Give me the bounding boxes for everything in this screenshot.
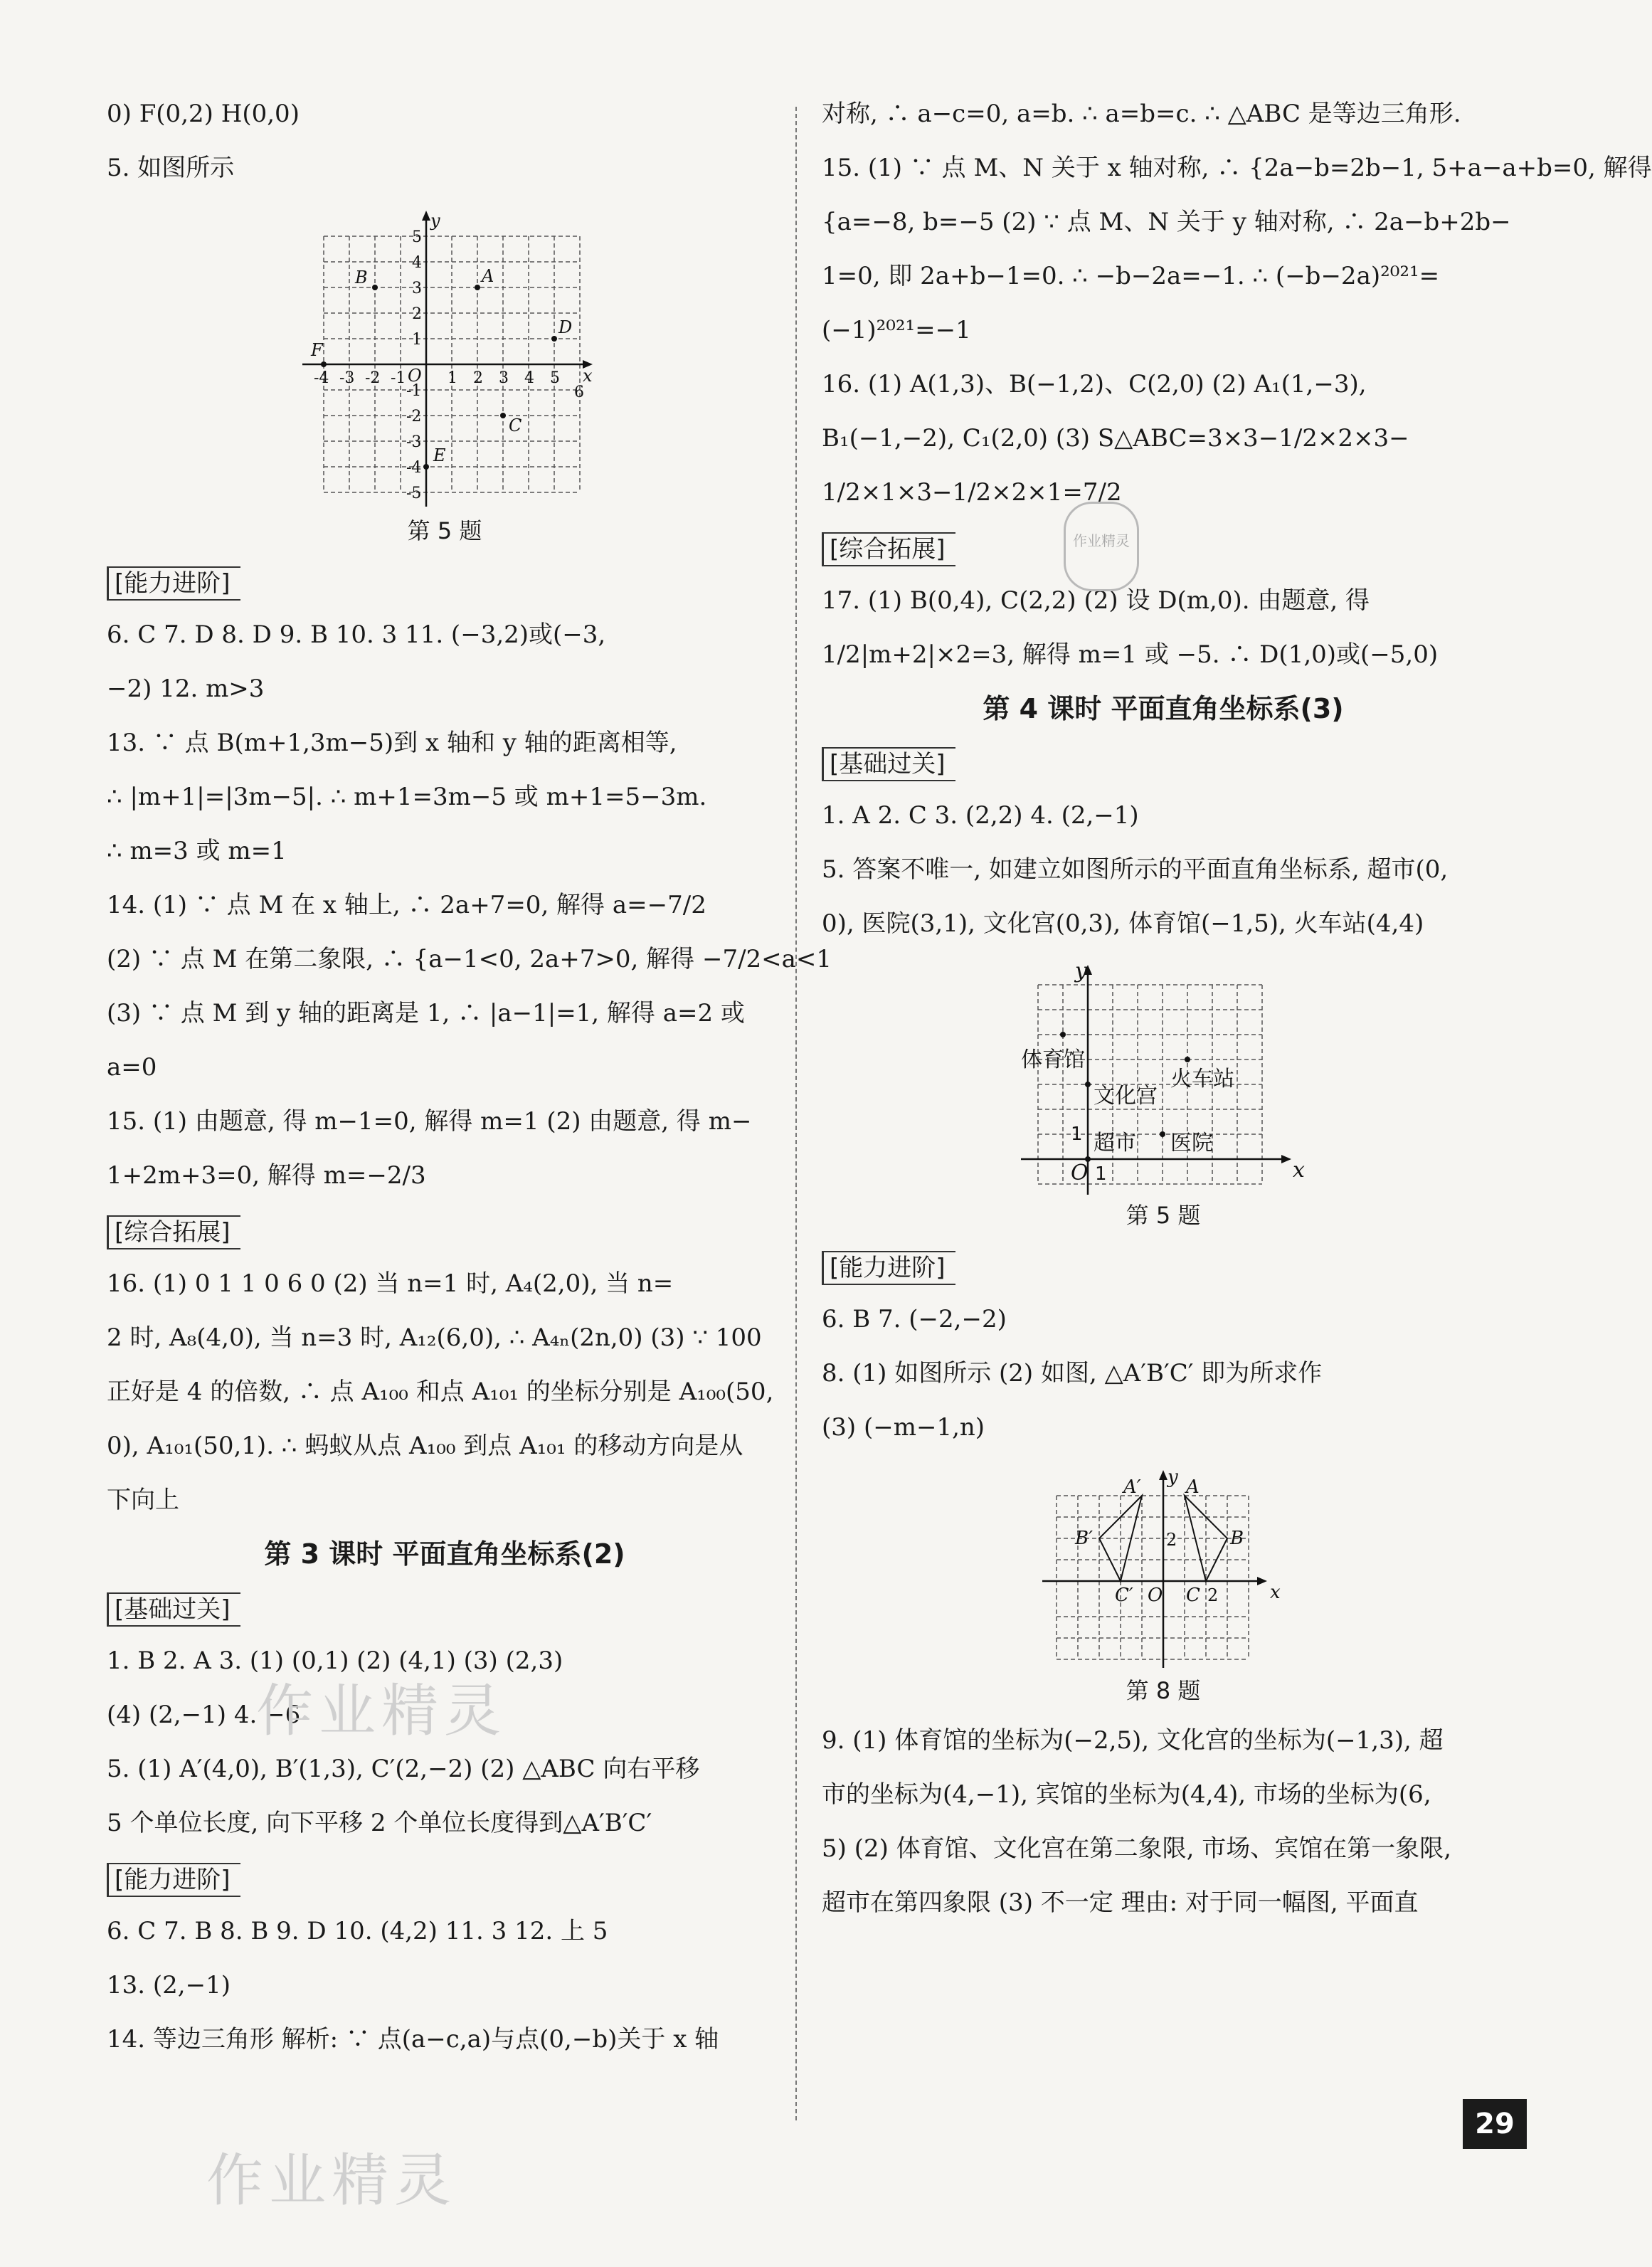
x-tick: 2 bbox=[473, 369, 483, 387]
answer-line: {a=−8, b=−5 (2) ∵ 点 M、N 关于 y 轴对称, ∴ 2a−b+2b− bbox=[822, 208, 1511, 236]
origin-label: O bbox=[408, 366, 422, 386]
origin-label: O bbox=[1148, 1585, 1163, 1606]
answer-line: 15. (1) 由题意, 得 m−1=0, 解得 m=1 (2) 由题意, 得 m− bbox=[107, 1107, 752, 1136]
answer-line: 正好是 4 的倍数, ∴ 点 A₁₀₀ 和点 A₁₀₁ 的坐标分别是 A₁₀₀(50, bbox=[107, 1378, 774, 1406]
answer-line: a=0 bbox=[107, 1053, 157, 1082]
point-c-label: C bbox=[1186, 1585, 1200, 1606]
figure-caption: 第 5 题 bbox=[407, 517, 482, 544]
lesson-title: 第 4 课时 平面直角坐标系(3) bbox=[983, 693, 1344, 724]
y-axis-label: y bbox=[430, 211, 440, 231]
answer-line: 1. B 2. A 3. (1) (0,1) (2) (4,1) (3) (2,3) bbox=[107, 1647, 563, 1675]
label-huochezhan: 火车站 bbox=[1170, 1067, 1234, 1092]
point-b-label: B bbox=[355, 268, 368, 287]
answer-line: 16. (1) 0 1 1 0 6 0 (2) 当 n=1 时, A₄(2,0), 当 n= bbox=[107, 1269, 674, 1298]
answer-line: 0) F(0,2) H(0,0) bbox=[107, 100, 300, 128]
answer-line: 1. A 2. C 3. (2,2) 4. (2,−1) bbox=[822, 801, 1139, 830]
answer-line: 9. (1) 体育馆的坐标为(−2,5), 文化宫的坐标为(−1,3), 超 bbox=[822, 1726, 1444, 1755]
y-tick: 1 bbox=[1071, 1124, 1083, 1145]
lesson-title: 第 3 课时 平面直角坐标系(2) bbox=[264, 1538, 625, 1570]
answer-line: 13. (2,−1) bbox=[107, 1971, 231, 1999]
figure-caption: 第 8 题 bbox=[1126, 1677, 1201, 1704]
answer-line: 1/2×1×3−1/2×2×1=7/2 bbox=[822, 478, 1122, 507]
label-tiyuguan: 体育馆 bbox=[1021, 1047, 1085, 1072]
y-tick: -2 bbox=[406, 408, 422, 426]
label-yiyuan: 医院 bbox=[1170, 1131, 1213, 1156]
point-d-label: D bbox=[558, 317, 573, 337]
answer-line: 5 个单位长度, 向下平移 2 个单位长度得到△A′B′C′ bbox=[107, 1809, 652, 1837]
answer-line: 1+2m+3=0, 解得 m=−2/3 bbox=[107, 1161, 426, 1190]
answer-line: 对称, ∴ a−c=0, a=b. ∴ a=b=c. ∴ △ABC 是等边三角形. bbox=[822, 100, 1461, 128]
answer-line: 16. (1) A(1,3)、B(−1,2)、C(2,0) (2) A₁(1,−3), bbox=[822, 370, 1367, 398]
answer-line: 14. 等边三角形 解析: ∵ 点(a−c,a)与点(0,−b)关于 x 轴 bbox=[107, 2025, 719, 2054]
point-f-label: F bbox=[311, 340, 323, 360]
stamp-text: 作业精灵 bbox=[1073, 532, 1130, 549]
figure-caption: 第 5 题 bbox=[1126, 1202, 1201, 1229]
right-column bbox=[822, 100, 1652, 1943]
x-axis-label: x bbox=[1270, 1582, 1281, 1603]
answer-line: 5. 答案不唯一, 如建立如图所示的平面直角坐标系, 超市(0, bbox=[822, 855, 1449, 884]
y-tick: 5 bbox=[412, 228, 422, 246]
y-tick: -1 bbox=[406, 382, 422, 400]
y-tick: -4 bbox=[406, 459, 422, 477]
answer-line: 6. B 7. (−2,−2) bbox=[822, 1305, 1007, 1333]
y-tick: 2 bbox=[1166, 1530, 1177, 1550]
answer-line: 1/2|m+2|×2=3, 解得 m=1 或 −5. ∴ D(1,0)或(−5,0) bbox=[822, 640, 1439, 669]
point-a1-label: A′ bbox=[1123, 1476, 1141, 1498]
answer-line: (3) (−m−1,n) bbox=[822, 1413, 985, 1442]
answer-line: 8. (1) 如图所示 (2) 如图, △A′B′C′ 即为所求作 bbox=[822, 1359, 1323, 1388]
y-tick: -5 bbox=[406, 485, 422, 502]
answer-line: 2 时, A₈(4,0), 当 n=3 时, A₁₂(6,0), ∴ A₄ₙ(2n,0) (3) ∵ 100 bbox=[107, 1323, 762, 1352]
answer-line: 0), A₁₀₁(50,1). ∴ 蚂蚁从点 A₁₀₀ 到点 A₁₀₁ 的移动方向是从 bbox=[107, 1432, 743, 1460]
point-c-label: C bbox=[509, 416, 522, 435]
y-tick: 1 bbox=[412, 331, 422, 349]
x-tick: 6 bbox=[574, 384, 584, 401]
point-b1-label: B′ bbox=[1075, 1528, 1094, 1549]
figure-5-coordinate-grid bbox=[295, 208, 594, 514]
x-tick: 1 bbox=[1095, 1163, 1107, 1185]
answer-line: 5. (1) A′(4,0), B′(1,3), C′(2,−2) (2) △ABC 向右平移 bbox=[107, 1755, 700, 1783]
point-c1-label: C′ bbox=[1115, 1585, 1133, 1606]
answer-line: 17. (1) B(0,4), C(2,2) (2) 设 D(m,0). 由题意, 得 bbox=[822, 586, 1370, 615]
section-header: [基础过关] bbox=[107, 1592, 240, 1627]
x-axis-label: x bbox=[583, 366, 593, 386]
answer-line: 0), 医院(3,1), 文化宫(0,3), 体育馆(−1,5), 火车站(4,4) bbox=[822, 909, 1424, 938]
answer-line: 5. 如图所示 bbox=[107, 154, 235, 182]
section-header: [基础过关] bbox=[822, 747, 955, 781]
answer-line: 市的坐标为(4,−1), 宾馆的坐标为(4,4), 市场的坐标为(6, bbox=[822, 1780, 1431, 1809]
section-header: [综合拓展] bbox=[107, 1215, 240, 1249]
figure-8-reflection-grid bbox=[1035, 1467, 1291, 1674]
x-tick: 3 bbox=[499, 369, 509, 387]
answer-line: −2) 12. m>3 bbox=[107, 675, 265, 703]
label-wenhuagong: 文化宫 bbox=[1094, 1084, 1158, 1109]
answer-line: 1=0, 即 2a+b−1=0. ∴ −b−2a=−1. ∴ (−b−2a)²⁰²¹= bbox=[822, 262, 1440, 290]
answer-line: (−1)²⁰²¹=−1 bbox=[822, 316, 971, 344]
y-tick: 3 bbox=[412, 280, 422, 297]
page-number: 29 bbox=[1463, 2099, 1527, 2149]
origin-label: O bbox=[1071, 1161, 1089, 1185]
x-axis-label: x bbox=[1293, 1158, 1305, 1183]
answer-line: B₁(−1,−2), C₁(2,0) (3) S△ABC=3×3−1/2×2×3− bbox=[822, 424, 1409, 453]
column-divider bbox=[795, 107, 797, 2120]
answer-line: 13. ∵ 点 B(m+1,3m−5)到 x 轴和 y 轴的距离相等, bbox=[107, 729, 677, 757]
left-column bbox=[107, 100, 832, 2079]
answer-line: ∴ |m+1|=|3m−5|. ∴ m+1=3m−5 或 m+1=5−3m. bbox=[107, 783, 707, 811]
answer-line: (2) ∵ 点 M 在第二象限, ∴ {a−1<0, 2a+7>0, 解得 −7/2<a<1 bbox=[107, 945, 832, 973]
x-tick: 2 bbox=[1207, 1585, 1219, 1605]
figure-5-map-grid bbox=[1021, 958, 1306, 1198]
y-tick: 2 bbox=[412, 305, 422, 323]
x-tick: 5 bbox=[550, 369, 560, 387]
x-tick: -1 bbox=[391, 369, 406, 387]
answer-line: 14. (1) ∵ 点 M 在 x 轴上, ∴ 2a+7=0, 解得 a=−7/2 bbox=[107, 891, 706, 919]
answer-line: 6. C 7. B 8. B 9. D 10. (4,2) 11. 3 12. 上 5 bbox=[107, 1917, 608, 1945]
point-a-label: A bbox=[1186, 1476, 1200, 1498]
answer-line: 6. C 7. D 8. D 9. B 10. 3 11. (−3,2)或(−3, bbox=[107, 620, 606, 649]
answer-line: ∴ m=3 或 m=1 bbox=[107, 837, 287, 865]
section-header: [能力进阶] bbox=[822, 1251, 955, 1285]
answer-line: (3) ∵ 点 M 到 y 轴的距离是 1, ∴ |a−1|=1, 解得 a=2 或 bbox=[107, 999, 745, 1027]
x-tick: 1 bbox=[448, 369, 457, 387]
x-tick: -2 bbox=[365, 369, 381, 387]
point-e-label: E bbox=[433, 445, 446, 465]
answer-line: 超市在第四象限 (3) 不一定 理由: 对于同一幅图, 平面直 bbox=[822, 1888, 1419, 1917]
answer-line: (4) (2,−1) 4. −6 bbox=[107, 1701, 301, 1729]
watermark: 作业精灵 bbox=[256, 1678, 507, 1744]
label-chaoshi: 超市 bbox=[1094, 1131, 1136, 1156]
watermark: 作业精灵 bbox=[206, 2147, 457, 2214]
point-b-label: B bbox=[1230, 1528, 1244, 1549]
y-tick: -3 bbox=[406, 433, 422, 451]
y-axis-label: y bbox=[1167, 1467, 1178, 1488]
stamp-logo bbox=[1064, 502, 1139, 591]
x-tick: -4 bbox=[314, 369, 329, 387]
x-tick: -3 bbox=[339, 369, 355, 387]
section-header: [能力进阶] bbox=[107, 566, 240, 601]
y-axis-label: y bbox=[1075, 958, 1087, 983]
answer-line: 5) (2) 体育馆、文化宫在第二象限, 市场、宾馆在第一象限, bbox=[822, 1834, 1452, 1863]
y-tick: 4 bbox=[412, 254, 422, 272]
point-a-label: A bbox=[482, 266, 494, 286]
section-header: [综合拓展] bbox=[822, 532, 955, 566]
answer-line: 下向上 bbox=[107, 1486, 179, 1514]
answer-line: 15. (1) ∵ 点 M、N 关于 x 轴对称, ∴ {2a−b=2b−1, 5+a−a+b=0, 解得 bbox=[822, 154, 1652, 182]
section-header: [能力进阶] bbox=[107, 1863, 240, 1897]
x-tick: 4 bbox=[524, 369, 534, 387]
